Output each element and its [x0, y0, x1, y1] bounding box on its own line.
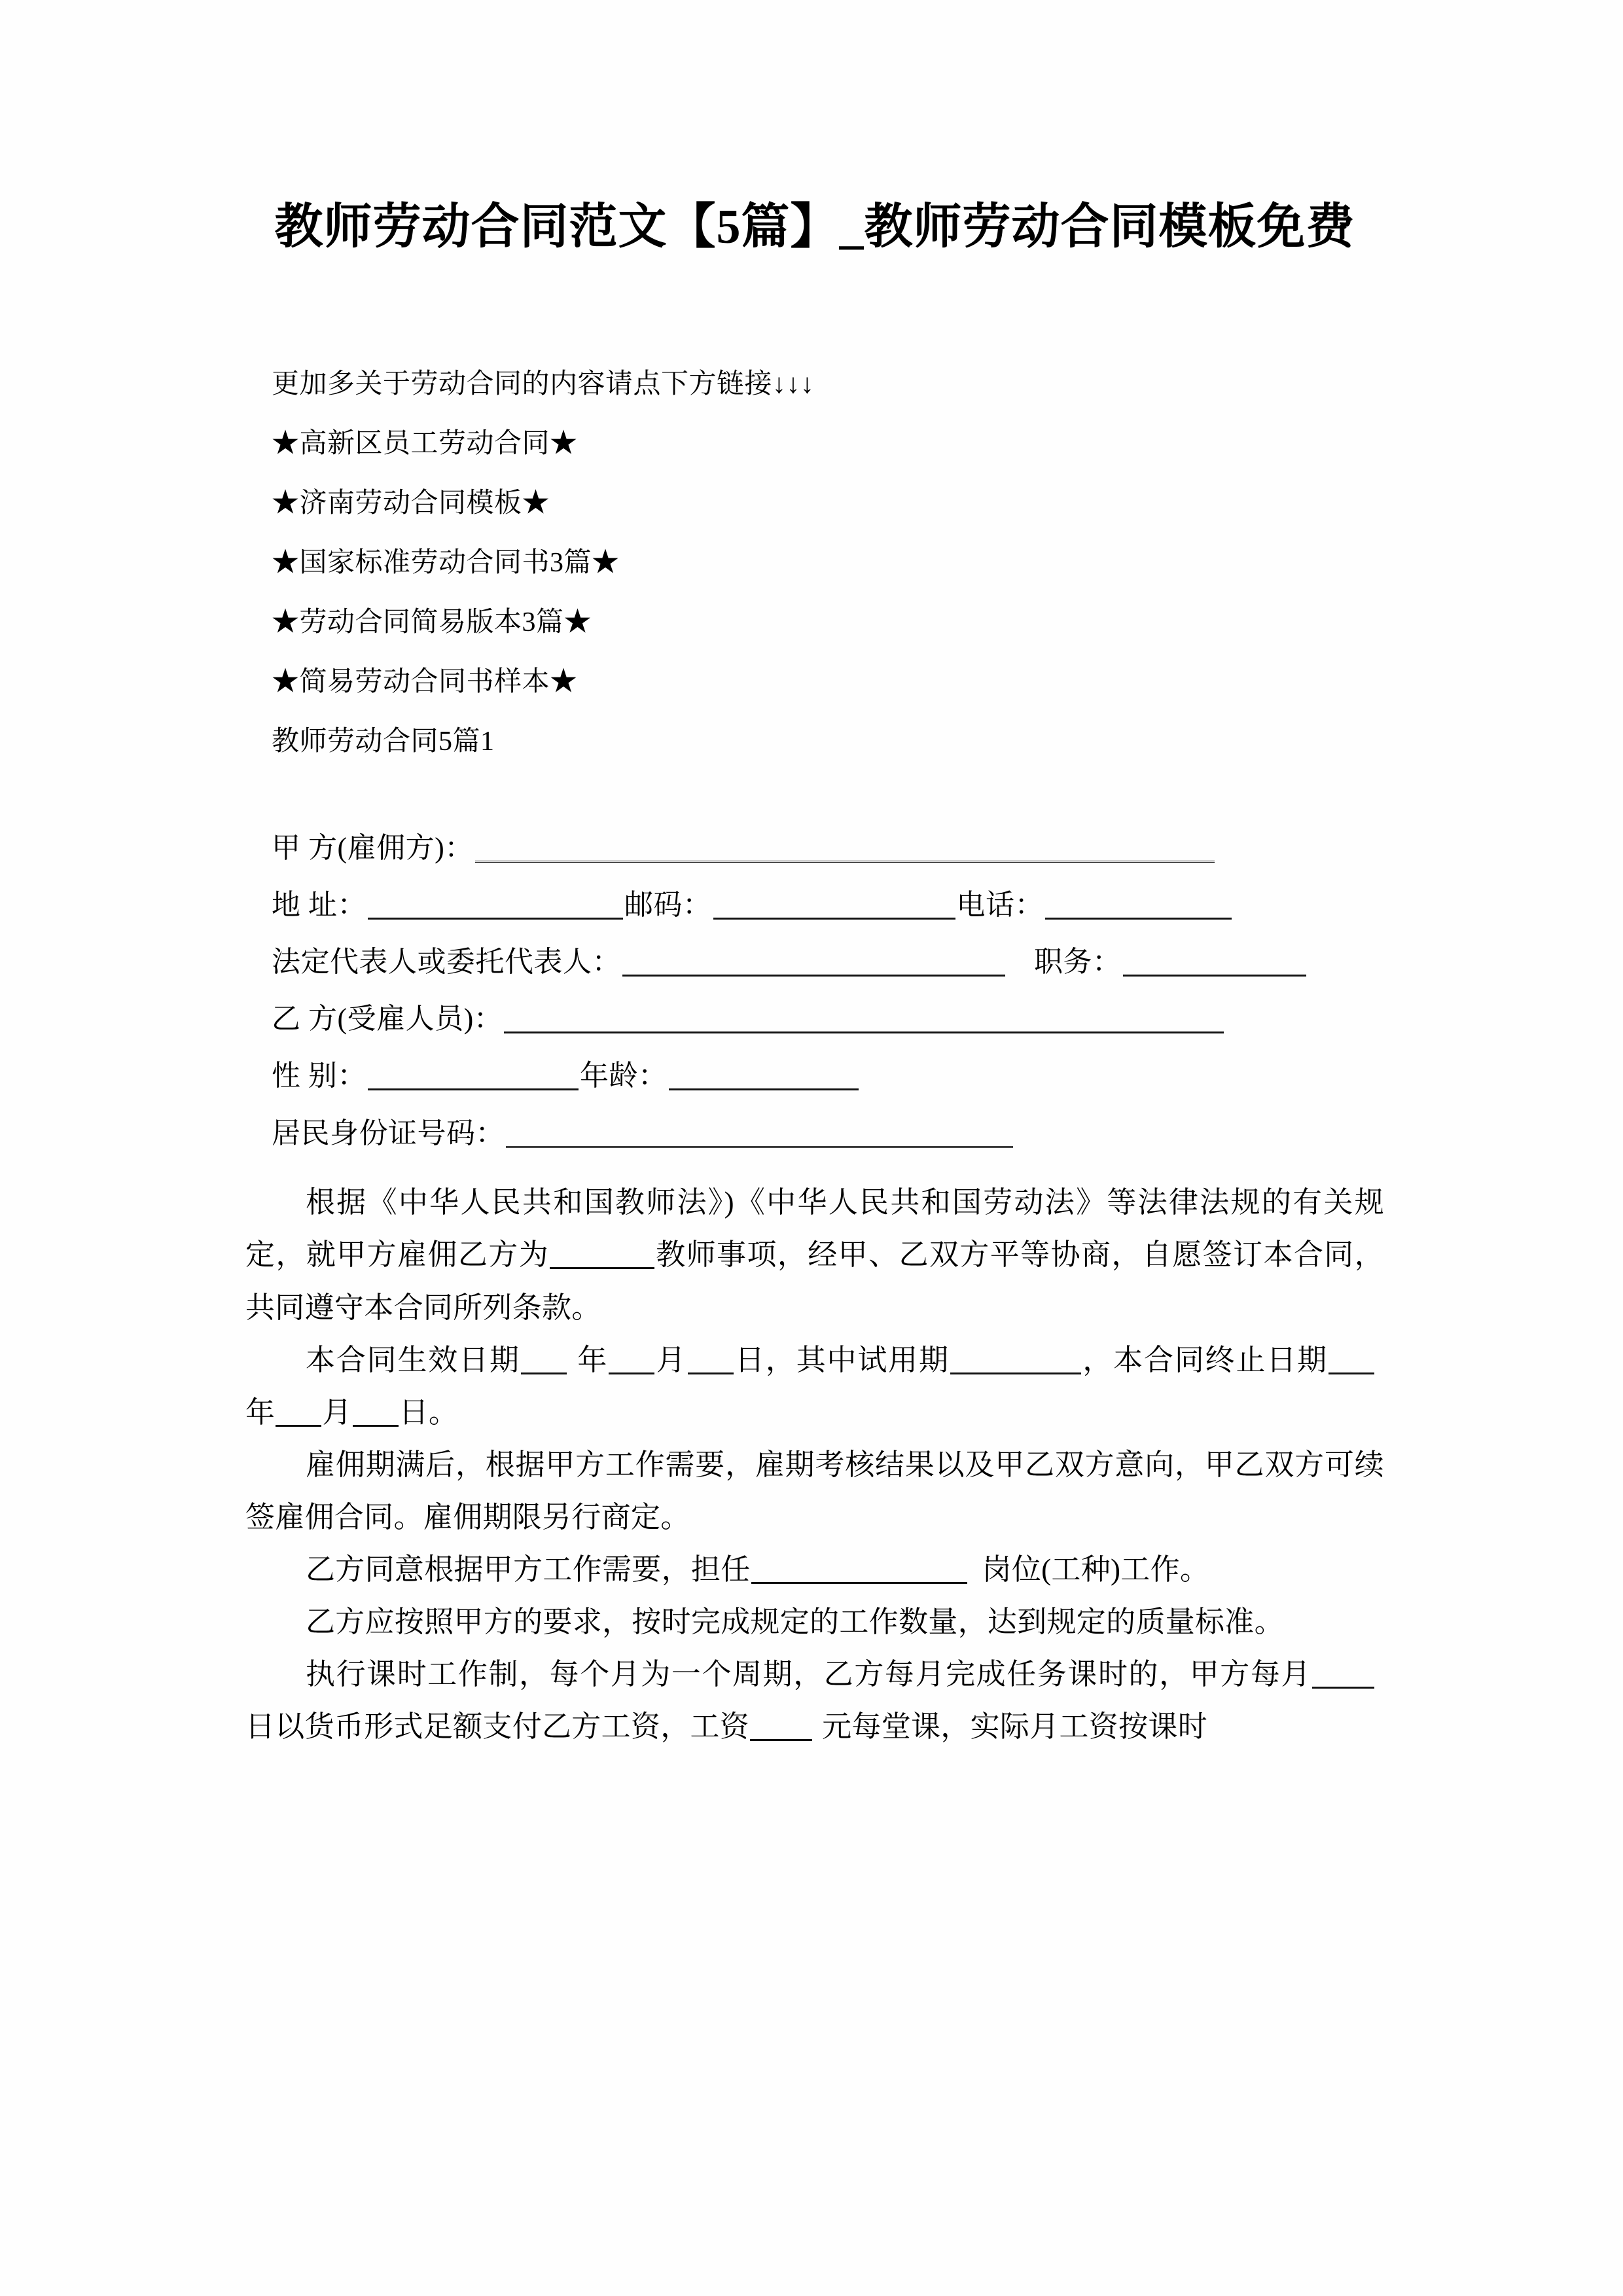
postcode-input-line[interactable]	[713, 891, 955, 920]
position-label: 职务：	[1034, 946, 1122, 978]
position-input-line[interactable]	[1123, 948, 1306, 977]
phone-label: 电话：	[956, 889, 1044, 922]
legal-rep-label: 法定代表人或委托代表人：	[272, 946, 621, 978]
contract-body	[245, 1176, 1384, 1753]
term-text-h: 日。	[399, 1395, 459, 1429]
position-text-a: 乙方同意根据甲方工作需要，担任	[306, 1553, 751, 1587]
paragraph-position	[245, 1543, 1384, 1596]
address-input-line[interactable]	[368, 891, 623, 920]
form-row-id-number	[272, 1119, 1384, 1148]
term-text-d: 日，其中试用期	[734, 1343, 950, 1376]
paragraph-basis-text-b: 教师事项，经甲、乙双方平等协商，自愿签订本合同，共同遵守本合同所列条款。	[245, 1238, 1384, 1324]
related-link-3[interactable]: ★国家标准劳动合同书3篇★	[272, 548, 620, 578]
wage-amount-blank[interactable]	[750, 1715, 812, 1741]
party-a-input-line[interactable]	[475, 833, 1215, 863]
term-text-f: 年	[245, 1395, 276, 1429]
form-row-party-a	[272, 833, 1384, 863]
form-row-legal-rep	[272, 948, 1384, 977]
gender-input-line[interactable]	[368, 1062, 579, 1090]
probation-period-blank[interactable]	[950, 1349, 1081, 1374]
gender-label: 性 别：	[272, 1060, 366, 1092]
position-text-b: 岗位(工种)工作。	[982, 1553, 1210, 1587]
form-row-party-b	[272, 1005, 1384, 1033]
paragraph-term-dates	[245, 1334, 1384, 1439]
end-month-blank[interactable]	[276, 1401, 321, 1427]
wage-text-c: 元每堂课，实际月工资按课时	[822, 1710, 1208, 1744]
address-label: 地 址：	[272, 889, 366, 922]
phone-input-line[interactable]	[1045, 891, 1232, 920]
term-text-g: 月	[322, 1395, 352, 1429]
related-link-2[interactable]: ★济南劳动合同模板★	[272, 488, 550, 518]
paragraph-class-hour-wage	[245, 1648, 1384, 1753]
party-b-input-line[interactable]	[504, 1005, 1224, 1033]
employment-role-blank[interactable]	[550, 1244, 654, 1269]
term-text-b: 年	[576, 1343, 609, 1376]
start-day-blank[interactable]	[688, 1349, 734, 1374]
term-text-e: ，本合同终止日期	[1081, 1343, 1328, 1376]
paragraph-renewal: 雇佣期满后，根据甲方工作需要，雇期考核结果以及甲乙双方意向，甲乙双方可续签雇佣合同。雇佣期限另行商定。	[245, 1448, 1384, 1534]
term-text-a: 本合同生效日期	[306, 1343, 520, 1376]
paragraph-quality-standard: 乙方应按照甲方的要求，按时完成规定的工作数量，达到规定的质量标准。	[306, 1605, 1284, 1639]
wage-text-a: 执行课时工作制，每个月为一个周期，乙方每月完成任务课时的，甲方每月	[306, 1658, 1311, 1691]
postcode-label: 邮码：	[624, 889, 712, 922]
form-row-gender-age	[272, 1062, 1384, 1090]
end-day-blank[interactable]	[353, 1401, 399, 1427]
related-links-block	[245, 370, 1384, 697]
links-lead-text: 更加多关于劳动合同的内容请点下方链接↓↓↓	[272, 368, 815, 399]
legal-rep-input-line[interactable]	[622, 948, 1005, 977]
section-heading: 教师劳动合同5篇1	[272, 726, 495, 757]
start-year-blank[interactable]	[521, 1349, 567, 1374]
related-link-5[interactable]: ★简易劳动合同书样本★	[272, 667, 578, 698]
related-link-1[interactable]: ★高新区员工劳动合同★	[272, 428, 578, 459]
age-label: 年龄：	[580, 1060, 668, 1092]
id-number-input-line[interactable]	[506, 1119, 1013, 1148]
job-position-blank[interactable]	[751, 1558, 967, 1584]
page-content	[245, 196, 1384, 1753]
form-row-address	[272, 891, 1384, 920]
related-link-4[interactable]: ★劳动合同简易版本3篇★	[272, 607, 592, 638]
start-month-blank[interactable]	[609, 1349, 654, 1374]
party-b-label: 乙 方(受雇人员)：	[272, 1003, 503, 1035]
paragraph-basis	[245, 1176, 1384, 1333]
contract-form-block	[245, 833, 1384, 1148]
payday-blank[interactable]	[1312, 1663, 1374, 1689]
end-year-blank[interactable]	[1329, 1349, 1374, 1374]
page-title: 教师劳动合同范文【5篇】_教师劳动合同模板免费	[274, 200, 1355, 254]
id-number-label: 居民身份证号码：	[272, 1117, 505, 1150]
paragraph-basis-text-a: 根据《中华人民共和国教师法》)《中华人民共和国劳动法》等法律法规的有关规定，就甲方雇佣乙方为	[245, 1186, 1384, 1272]
wage-text-b: 日以货币形式足额支付乙方工资，工资	[245, 1710, 750, 1744]
party-a-label: 甲 方(雇佣方)：	[272, 832, 474, 865]
age-input-line[interactable]	[669, 1062, 859, 1090]
term-text-c: 月	[655, 1343, 687, 1376]
